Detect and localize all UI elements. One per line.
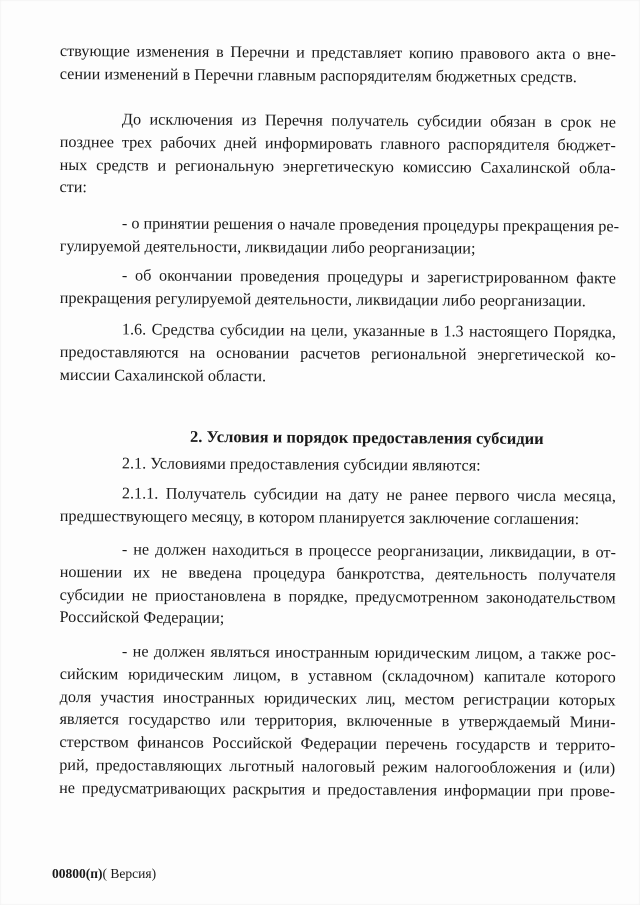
text-line: стерством финансов Российской Федерации перечень государств и террито-: [59, 733, 616, 755]
text-line: ных средств и региональную энергетическую комиссию Сахалинской обла-: [59, 155, 616, 177]
paragraph: [60, 482, 616, 531]
paragraph: [60, 452, 616, 478]
text-line: доля участия иностранных юридических лиц, местом регистрации которых: [59, 687, 616, 709]
text-line: рий, предоставляющих льготный налоговый режим налогообложения и (или): [59, 755, 616, 778]
text-line: является государство или территория, включенные в утверждаемый Мини-: [59, 710, 616, 732]
text-line: предшествующего месяцу, в котором планируется заключение соглашения:: [59, 506, 580, 528]
document-footer: [52, 866, 156, 882]
paragraph: [59, 212, 620, 261]
text-line: - не должен являться иностранным юридическим лицом, а также рос-: [121, 642, 616, 664]
paragraph: [59, 538, 616, 633]
paragraph: [60, 40, 616, 89]
text-line: гулируемой деятельности, ликвидации либо реорганизации;: [59, 236, 476, 258]
document-version: ( Версия): [102, 866, 157, 881]
text-line: позднее трех рабочих дней информировать главного распорядителя бюджет-: [59, 132, 616, 155]
paragraph: [60, 318, 616, 390]
text-line: ношении их не введена процедура банкротства, деятельность получателя: [59, 562, 616, 585]
paragraph: [59, 108, 616, 203]
text-line: 2.1. Условиями предоставления субсидии являются:: [121, 454, 481, 475]
text-line: 2.1.1. Получатель субсидии на дату не ранее первого числа месяца,: [121, 484, 616, 506]
text-line: предоставляются на основании расчетов региональной энергетической ко-: [59, 342, 616, 365]
text-line: миссии Сахалинской области.: [59, 365, 267, 385]
text-line: ствующие изменения в Перечни и представляет копию правового акта о вне-: [59, 41, 616, 64]
text-line: - об окончании проведения процедуры и зарегистрированном факте: [121, 266, 616, 288]
text-line: До исключения из Перечня получатель субсидии обязан в срок не: [121, 110, 616, 132]
paragraph: [60, 264, 616, 313]
text-line: субсидии не приостановлена в порядке, предусмотренном законодательством: [59, 585, 616, 607]
text-line: сийским юридическим лицом, в уставном (складочном) капитале которого: [59, 664, 616, 687]
text-line: не предусматривающих раскрытия и предоставления информации при прове-: [59, 778, 616, 801]
text-line: сти:: [59, 178, 87, 197]
paragraph: [59, 640, 616, 803]
section-heading: 2. Условия и порядок предоставления субсидии: [189, 426, 544, 449]
document-code: 00800(п): [52, 866, 103, 881]
text-line: Российской Федерации;: [59, 608, 225, 628]
text-line: 1.6. Средства субсидии на цели, указанные в 1.3 настоящего Порядка,: [121, 320, 616, 342]
text-line: прекращения регулируемой деятельности, ликвидации либо реорганизации.: [59, 288, 586, 311]
text-line: сении изменений в Перечни главным распорядителям бюджетных средств.: [59, 64, 577, 86]
text-line: - не должен находиться в процессе реорганизации, ликвидации, в от-: [121, 540, 616, 562]
text-line: - о принятии решения о начале проведения процедуры прекращения ре-: [121, 214, 620, 236]
